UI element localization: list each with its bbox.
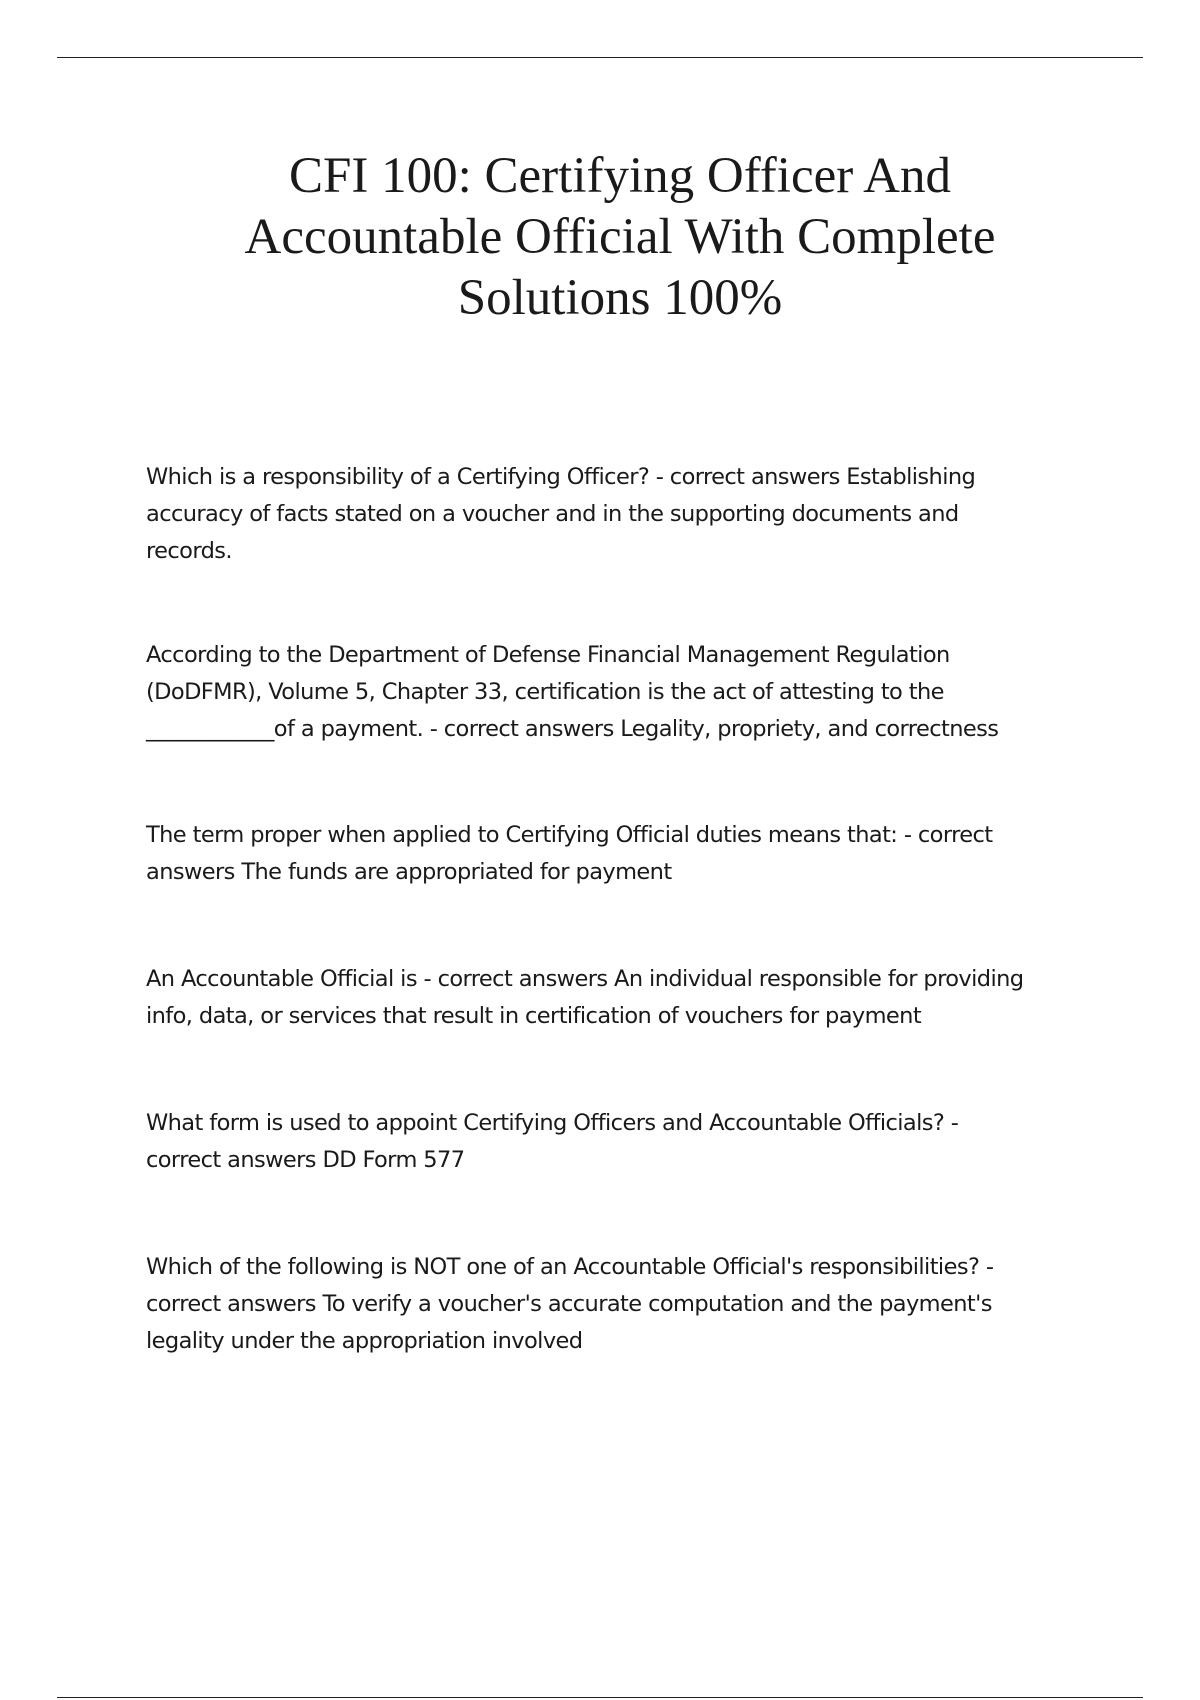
title-line: Accountable Official With Complete [244, 209, 996, 265]
qa-item-4 [146, 961, 1106, 1035]
question-answer-list [146, 459, 1106, 1360]
qa-text-line: Which of the following is NOT one of an Accountable Official's responsibilities? - [146, 1254, 994, 1280]
qa-text-line: The term proper when applied to Certifying Official duties means that: - correct [146, 822, 993, 848]
qa-text-line: correct answers To verify a voucher's accurate computation and the payment's [146, 1291, 992, 1317]
top-rule [57, 57, 1143, 58]
qa-text-line: What form is used to appoint Certifying Officers and Accountable Officials? - [146, 1110, 959, 1136]
qa-text-line: (DoDFMR), Volume 5, Chapter 33, certification is the act of attesting to the [146, 679, 944, 705]
qa-item-1 [146, 459, 1106, 570]
qa-text-line: An Accountable Official is - correct answers An individual responsible for providing [146, 966, 1024, 992]
qa-text-line: accuracy of facts stated on a voucher and in the supporting documents and [146, 501, 959, 527]
title-line: CFI 100: Certifying Officer And [289, 148, 951, 204]
qa-item-5 [146, 1105, 1106, 1179]
qa-text-line: info, data, or services that result in certification of vouchers for payment [146, 1003, 922, 1029]
qa-item-3 [146, 817, 1106, 891]
document-title [130, 146, 1110, 329]
bottom-rule [57, 1697, 1143, 1698]
qa-item-2 [146, 637, 1106, 748]
qa-text-line: records. [146, 538, 232, 564]
qa-text-line: answers The funds are appropriated for payment [146, 859, 672, 885]
qa-text-line: ____________of a payment. - correct answers Legality, propriety, and correctness [146, 716, 999, 742]
title-line: Solutions 100% [457, 270, 783, 326]
qa-item-6 [146, 1249, 1106, 1360]
qa-text-line: legality under the appropriation involved [146, 1328, 583, 1354]
qa-text-line: Which is a responsibility of a Certifying Officer? - correct answers Establishing [146, 464, 976, 490]
qa-text-line: correct answers DD Form 577 [146, 1147, 465, 1173]
qa-text-line: According to the Department of Defense Financial Management Regulation [146, 642, 950, 668]
